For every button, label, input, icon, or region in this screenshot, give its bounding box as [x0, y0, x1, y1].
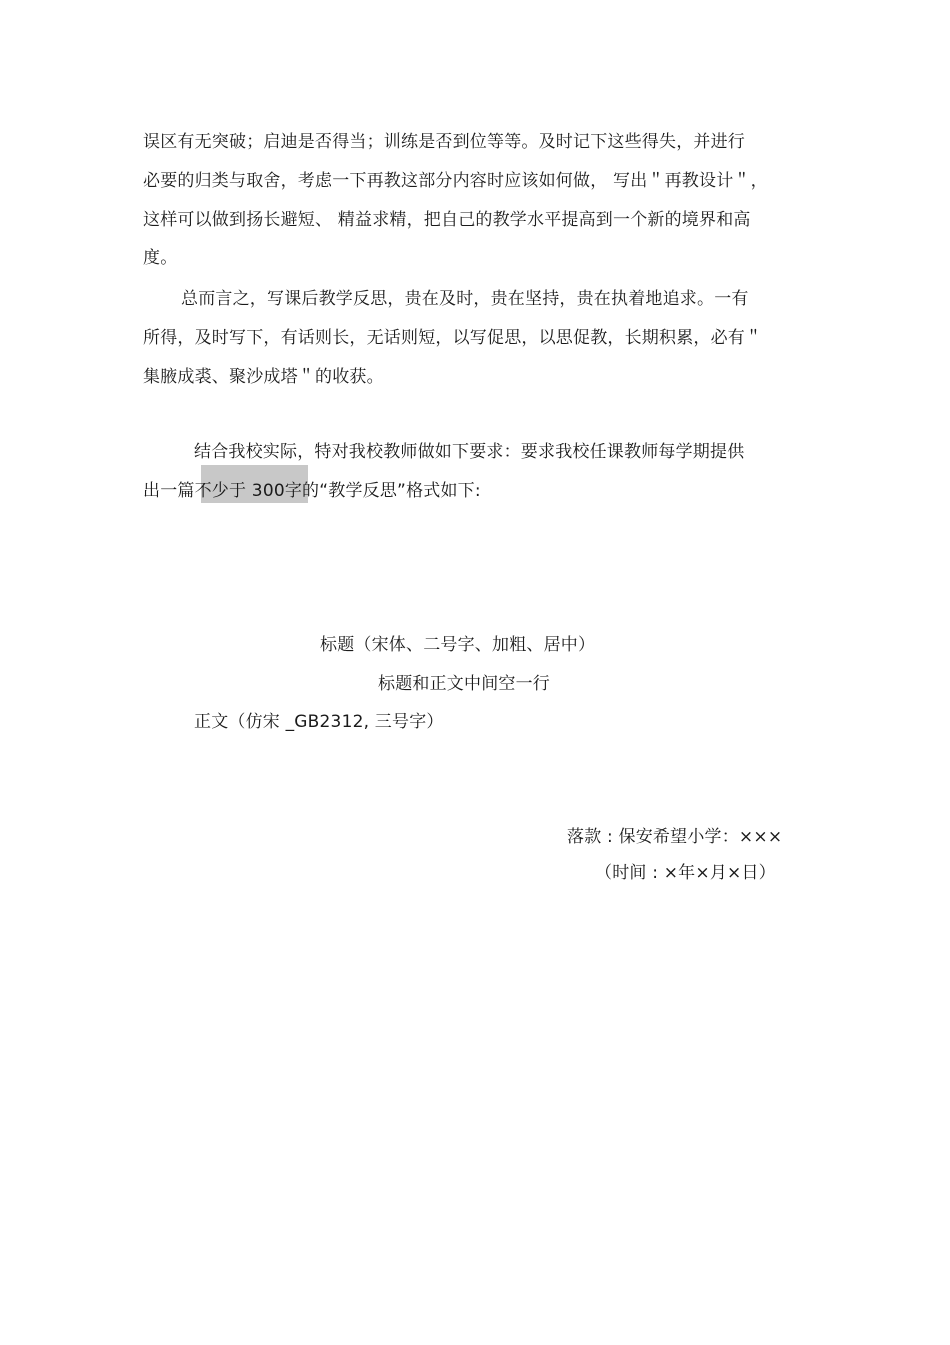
- title-format-spec: 标题（宋体、二号字、加粗、居中）: [320, 635, 596, 655]
- paragraph1-line1: 误区有无突破；启迪是否得当；训练是否到位等等。及时记下这些得失，并进行: [143, 132, 745, 152]
- date-line: （时间 : ×年×月×日）: [595, 863, 776, 883]
- paragraph1-line2: 必要的归类与取舍，考虑一下再教这部分内容时应该如何做， 写出＂再教设计＂，: [143, 171, 768, 191]
- paragraph1-line4: 度。: [143, 248, 178, 268]
- paragraph1-line3: 这样可以做到扬长避短、 精益求精，把自己的教学水平提高到一个新的境界和高: [143, 210, 751, 230]
- paragraph2-line2: 所得，及时写下，有话则长，无话则短，以写促思，以思促教，长期积累，必有＂: [143, 328, 763, 348]
- paragraph2-line1: 总而言之，写课后教学反思，贵在及时，贵在坚持，贵在执着地追求。一有: [181, 289, 749, 309]
- signature-line: 落款 : 保安希望小学：×××: [567, 827, 783, 847]
- paragraph3-line2: 出一篇不少于 300字的“教学反思”格式如下:: [143, 481, 481, 501]
- spacing-format-spec: 标题和正文中间空一行: [378, 674, 550, 694]
- paragraph2-line3: 集腋成裘、聚沙成塔＂的收获。: [143, 367, 384, 387]
- body-format-spec: 正文（仿宋 _GB2312, 三号字）: [194, 712, 444, 732]
- paragraph3-line1: 结合我校实际，特对我校教师做如下要求：要求我校任课教师每学期提供: [194, 442, 745, 462]
